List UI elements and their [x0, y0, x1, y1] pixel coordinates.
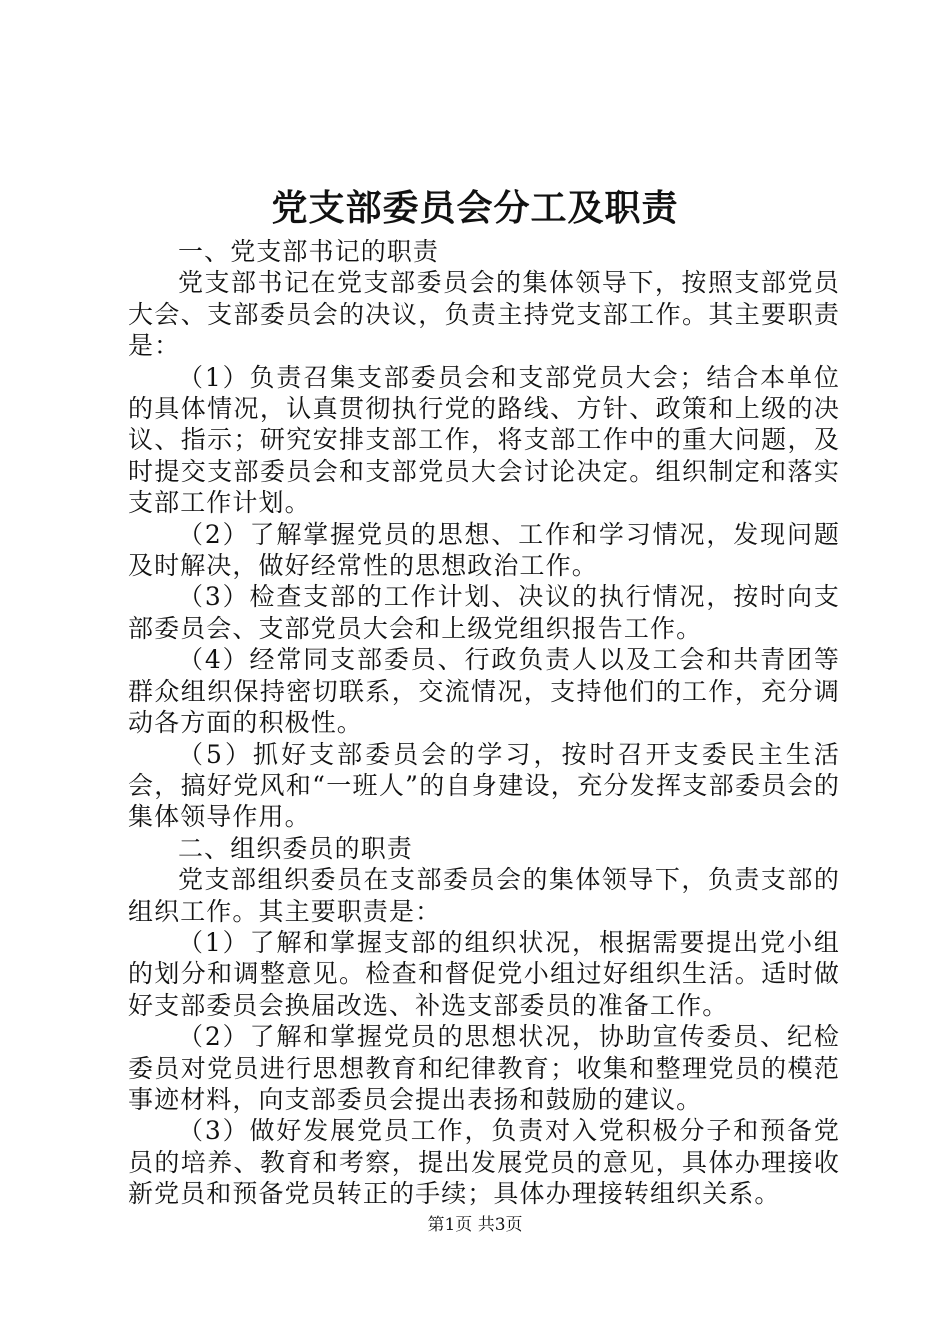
paragraph-organization-intro: 党支部组织委员在支部委员会的集体领导下，负责支部的组织工作。其主要职责是：	[128, 865, 840, 926]
section-heading-organization: 二、组织委员的职责	[178, 833, 413, 863]
paragraph-secretary-duty-3: （3）检查支部的工作计划、决议的执行情况，按时向支部委员会、支部党员大会和上级党组织报告工作。	[128, 582, 840, 643]
paragraph-organization-duty-1: （1）了解和掌握支部的组织状况，根据需要提出党小组的划分和调整意见。检查和督促党小组过好组织生活。适时做好支部委员会换届改选、补选支部委员的准备工作。	[128, 927, 840, 1020]
document-title: 党支部委员会分工及职责	[271, 187, 679, 229]
paragraph-secretary-duty-1: （1）负责召集支部委员会和支部党员大会；结合本单位的具体情况，认真贯彻执行党的路线、方针、政策和上级的决议、指示；研究安排支部工作，将支部工作中的重大问题，及时提交支部委员会和支部党员大会讨论决定。组织制定和落实支部工作计划。	[128, 362, 840, 518]
paragraph-organization-duty-3: （3）做好发展党员工作，负责对入党积极分子和预备党员的培养、教育和考察，提出发展党员的意见，具体办理接收新党员和预备党员转正的手续；具体办理接转组织关系。	[128, 1116, 840, 1209]
section-heading-secretary: 一、党支部书记的职责	[178, 237, 440, 266]
paragraph-secretary-duty-4: （4）经常同支部委员、行政负责人以及工会和共青团等群众组织保持密切联系，交流情况，支持他们的工作，充分调动各方面的积极性。	[128, 645, 840, 738]
paragraph-organization-duty-2: （2）了解和掌握党员的思想状况，协助宣传委员、纪检委员对党员进行思想教育和纪律教育；收集和整理党员的模范事迹材料，向支部委员会提出表扬和鼓励的建议。	[128, 1022, 840, 1114]
page-number-footer: 第1页 共3页	[427, 1215, 523, 1235]
paragraph-secretary-duty-2: （2）了解掌握党员的思想、工作和学习情况，发现问题及时解决，做好经常性的思想政治工作。	[128, 519, 840, 581]
document-body	[128, 236, 840, 1210]
paragraph-secretary-duty-5: （5）抓好支部委员会的学习，按时召开支委民主生活会，搞好党风和“一班人”的自身建设，充分发挥支部委员会的集体领导作用。	[128, 739, 840, 832]
paragraph-secretary-intro: 党支部书记在党支部委员会的集体领导下，按照支部党员大会、支部委员会的决议，负责主持党支部工作。其主要职责是：	[128, 268, 840, 361]
